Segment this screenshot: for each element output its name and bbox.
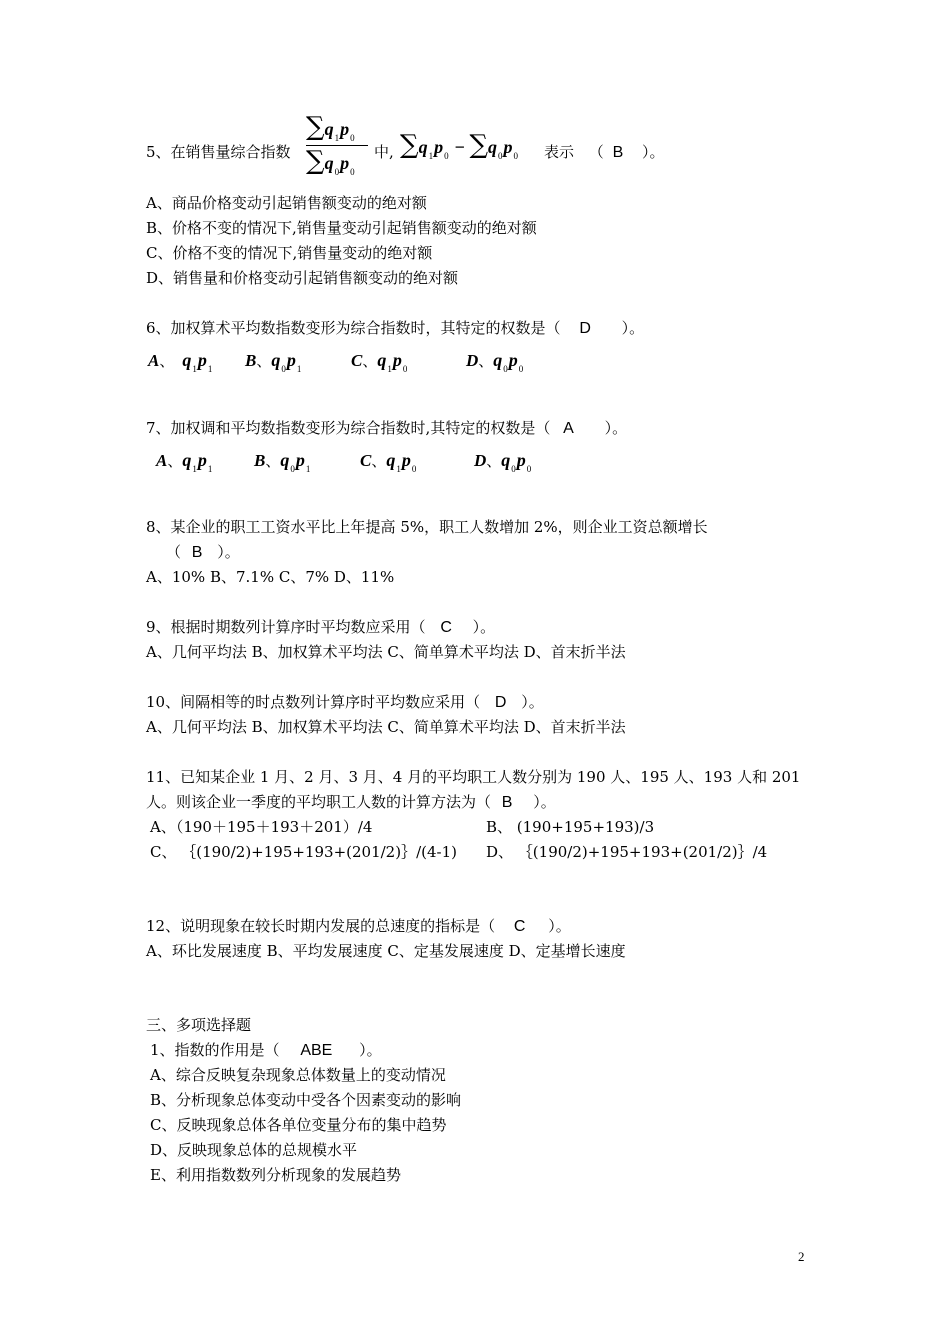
section3-title: 三、多项选择题 <box>146 1016 252 1034</box>
q11-option-d: D、 ｛(190/2)+195+193+(201/2)｝/4 <box>486 843 768 861</box>
q7-option-a: A、$q_1p_1$ <box>156 450 213 474</box>
q10-stem: 10、间隔相等的时点数列计算序时平均数应采用（ D ）。 <box>146 693 544 711</box>
q11-stem-line1: 11、已知某企业 1 月、2 月、3 月、4 月的平均职工人数分别为 190 人、195 人、193 人和 201 <box>146 768 801 786</box>
fraction-numerator: $\sum q_1p_0$ <box>306 112 355 143</box>
section3-q1-option-d: D、反映现象总体的总规模水平 <box>150 1141 358 1159</box>
q7-option-c: C、$q_1p_0$ <box>360 450 417 474</box>
q6-option-b: B、$q_0p_1$ <box>245 350 302 374</box>
q5-stem-suffix: 表示 （ B ）。 <box>544 143 665 161</box>
section3-q1-stem: 1、指数的作用是（ ABE ）。 <box>150 1041 382 1059</box>
q5-answer: B <box>612 144 624 161</box>
q9-stem: 9、根据时期数列计算序时平均数应采用（ C ）。 <box>146 618 496 636</box>
q11-option-b: B、 (190+195+193)/3 <box>486 818 655 836</box>
q6-answer: D <box>579 320 591 337</box>
q6-option-d: D、$q_0p_0$ <box>466 350 524 374</box>
section3-q1-option-c: C、反映现象总体各单位变量分布的集中趋势 <box>150 1116 447 1134</box>
q7-option-d: D、$q_0p_0$ <box>474 450 532 474</box>
q5-stem: 5、在销售量综合指数 <box>146 143 291 161</box>
q8-answer-line: （ B ）。 <box>166 543 240 561</box>
q7-stem: 7、加权调和平均数指数变形为综合指数时,其特定的权数是（ A ）。 <box>146 419 628 437</box>
q8-options: A、10% B、7.1% C、7% D、11% <box>146 568 395 586</box>
q5-difference-expression: $\sum q_1p_0 - \sum q_0p_0$ <box>400 130 519 161</box>
q11-option-a: A、（190＋195＋193＋201）/4 <box>150 818 373 836</box>
section3-q1-answer: ABE <box>300 1042 333 1059</box>
q8-answer: B <box>191 544 203 561</box>
q10-answer: D <box>494 694 507 711</box>
q8-stem: 8、某企业的职工工资水平比上年提高 5%，职工人数增加 2%，则企业工资总额增长 <box>146 518 708 536</box>
section3-q1-option-b: B、分析现象总体变动中受各个因素变动的影响 <box>150 1091 462 1109</box>
q7-answer: A <box>563 420 574 437</box>
q6-stem: 6、加权算术平均数指数变形为综合指数时，其特定的权数是（ D ）。 <box>146 319 645 337</box>
section3-q1-option-a: A、综合反映复杂现象总体数量上的变动情况 <box>150 1066 446 1084</box>
q6-option-a: A、 $q_1p_1$ <box>148 350 213 374</box>
q6-options <box>148 350 598 384</box>
q5-option-a: A、商品价格变动引起销售额变动的绝对额 <box>146 194 427 212</box>
q7-option-b: B、$q_0p_1$ <box>254 450 311 474</box>
q5-option-c: C、价格不变的情况下,销售量变动的绝对额 <box>146 244 433 262</box>
q5-index-fraction <box>300 112 372 178</box>
q11-stem-line2: 人。则该企业一季度的平均职工人数的计算方法为（ B ）。 <box>146 793 556 811</box>
q5-option-b: B、价格不变的情况下,销售量变动引起销售额变动的绝对额 <box>146 219 537 237</box>
q5-stem-middle: 中, <box>374 143 394 161</box>
q12-options: A、环比发展速度 B、平均发展速度 C、定基发展速度 D、定基增长速度 <box>146 942 626 960</box>
q5-option-d: D、销售量和价格变动引起销售额变动的绝对额 <box>146 269 459 287</box>
fraction-denominator: $\sum q_0p_0$ <box>306 146 355 177</box>
q9-options: A、几何平均法 B、加权算术平均法 C、简单算术平均法 D、首末折半法 <box>146 643 626 661</box>
q12-answer: C <box>513 918 526 935</box>
section3-q1-option-e: E、利用指数数列分析现象的发展趋势 <box>150 1166 401 1184</box>
page-number: 2 <box>798 1249 805 1264</box>
q11-option-c: C、 ｛(190/2)+195+193+(201/2)｝/(4-1) <box>150 843 457 861</box>
q7-options <box>156 450 606 484</box>
q11-answer: B <box>501 794 513 811</box>
q6-option-c: C、$q_1p_0$ <box>351 350 408 374</box>
q9-answer: C <box>440 619 452 636</box>
q10-options: A、几何平均法 B、加权算术平均法 C、简单算术平均法 D、首末折半法 <box>146 718 626 736</box>
q12-stem: 12、说明现象在较长时期内发展的总速度的指标是（ C ）。 <box>146 917 571 935</box>
